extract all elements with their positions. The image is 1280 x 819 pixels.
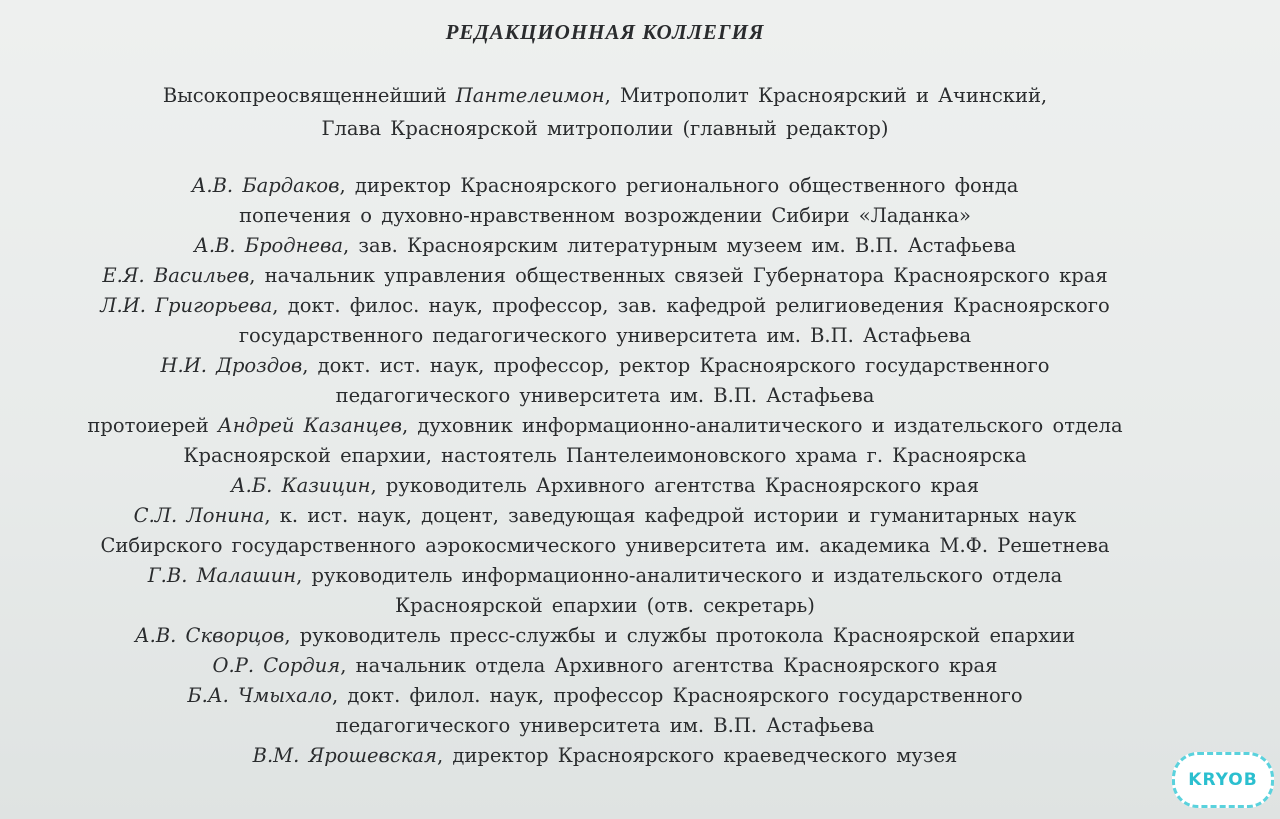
page-title: РЕДАКЦИОННАЯ КОЛЛЕГИЯ [445,20,765,44]
member-name: В.М. Ярошевская [252,744,437,767]
chief-editor-line-2: Глава Красноярской митрополии (главный редактор) [321,117,889,140]
member-line [0,173,1210,199]
member-line [0,743,1210,769]
chief-editor-name: Пантелеимон [455,84,605,107]
member-name: Андрей Казанцев [217,414,402,437]
member-description: , к. ист. наук, доцент, заведующая кафедрой истории и гуманитарных наук [264,504,1077,527]
member-line-continuation: государственного педагогического университета им. В.П. Астафьева [238,324,972,347]
member-name: О.Р. Сордия [212,654,341,677]
member-name: Л.И. Григорьева [100,294,273,317]
member-line-continuation: попечения о духовно-нравственном возрождении Сибири «Ладанка» [239,204,971,227]
member-line [0,563,1210,589]
member-line [0,353,1210,379]
member-description: , директор Красноярского регионального общественного фонда [339,174,1019,197]
member-description: , духовник информационно-аналитического и издательского отдела [402,414,1123,437]
member-line-continuation: Сибирского государственного аэрокосмического университета им. академика М.Ф. Решетнева [100,534,1110,557]
member-description: , докт. филос. наук, профессор, зав. кафедрой религиоведения Красноярского [272,294,1110,317]
member-line-continuation: Красноярской епархии, настоятель Пантелеимоновского храма г. Красноярска [183,444,1027,467]
member-description: , начальник управления общественных связей Губернатора Красноярского края [249,264,1108,287]
member-line [0,623,1210,649]
member-name: А.Б. Казицин [230,474,371,497]
member-line [0,413,1210,439]
chief-editor-line-1 [0,83,1210,109]
watermark-text: KRYOB [1188,770,1258,790]
member-prefix: протоиерей [87,414,218,437]
chief-editor-prefix: Высокопреосвященнейший [162,84,456,107]
member-name: Н.И. Дроздов [160,354,303,377]
member-description: , начальник отдела Архивного агентства Красноярского края [340,654,998,677]
member-name: Б.А. Чмыхало [187,684,332,707]
member-description: , зав. Красноярским литературным музеем им. В.П. Астафьева [343,234,1016,257]
member-name: А.В. Бардаков [191,174,340,197]
member-name: А.В. Броднева [194,234,344,257]
member-line [0,233,1210,259]
member-name: А.В. Скворцов [134,624,285,647]
member-name: С.Л. Лонина [133,504,265,527]
member-description: , руководитель информационно-аналитического и издательского отдела [296,564,1063,587]
member-line [0,263,1210,289]
member-line [0,293,1210,319]
chief-editor-title: , Митрополит Красноярский и Ачинский, [604,84,1048,107]
member-line [0,503,1210,529]
member-name: Е.Я. Васильев [102,264,250,287]
member-description: , руководитель пресс-службы и службы протокола Красноярской епархии [284,624,1076,647]
watermark-logo [1172,752,1274,808]
member-description: , руководитель Архивного агентства Красноярского края [370,474,980,497]
member-line-continuation: педагогического университета им. В.П. Астафьева [335,384,875,407]
member-line [0,473,1210,499]
member-description: , директор Красноярского краеведческого музея [436,744,958,767]
member-line [0,683,1210,709]
member-description: , докт. ист. наук, профессор, ректор Красноярского государственного [302,354,1050,377]
member-line [0,653,1210,679]
member-description: , докт. филол. наук, профессор Красноярского государственного [331,684,1023,707]
member-name: Г.В. Малашин [147,564,297,587]
member-line-continuation: педагогического университета им. В.П. Астафьева [335,714,875,737]
member-line-continuation: Красноярской епархии (отв. секретарь) [395,594,815,617]
